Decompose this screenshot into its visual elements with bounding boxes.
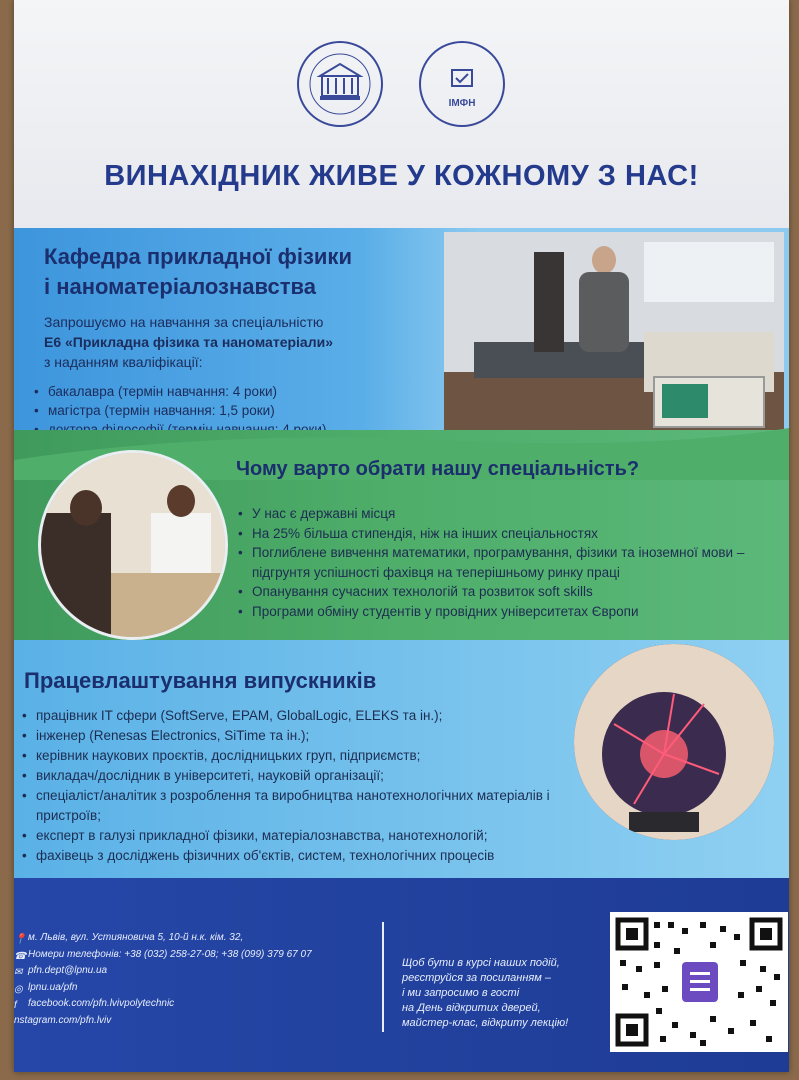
phones-line: ☎ Номери телефонів: +38 (032) 258-27-08; +38 (099) 379 67 07 — [14, 948, 312, 962]
intro-line3: з наданням кваліфікації: — [44, 354, 203, 370]
list-item: • спеціаліст/аналітик з розроблення та виробництва нанотехнологічних матеріалів і пристроїв; — [22, 786, 602, 826]
plasma-ball-photo — [574, 644, 774, 840]
instagram-line[interactable]: nstagram.com/pfn.lviv — [14, 1014, 112, 1026]
email-line[interactable]: ✉ pfn.dept@lpnu.ua — [14, 965, 108, 979]
list-item: • бакалавра (термін навчання: 4 роки) — [34, 382, 326, 401]
students-photo — [38, 450, 228, 640]
department-title-line2: і наноматеріалознавства — [44, 274, 316, 299]
department-title — [44, 242, 352, 302]
invite-line: і ми запросимо в гості — [402, 987, 520, 999]
contacts-block — [14, 930, 312, 1029]
location-pin-icon: 📍 — [14, 934, 27, 946]
poster-headline: ВИНАХІДНИК ЖИВЕ У КОЖНОМУ З НАС! — [104, 160, 699, 192]
list-item: • фахівець з досліджень фізичних об'єктів, систем, технологічних процесів — [22, 846, 602, 866]
invite-line: майстер-клас, відкриту лекцію! — [402, 1017, 569, 1029]
list-item: • викладач/дослідник в університеті, науковій організації; — [22, 766, 602, 786]
jobs-title: Працевлаштування випускників — [24, 668, 377, 693]
list-item: • Поглиблене вивчення математики, програмування, фізики та іноземної мови – підгрунтя успішності фахівця на теперішньому ринку праці — [238, 543, 778, 582]
list-item: • магістра (термін навчання: 1,5 роки) — [34, 401, 326, 420]
address-line: 📍 м. Львів, вул. Устияновича 5, 10-й н.к. кім. 32, — [14, 932, 244, 946]
list-item: • Програми обміну студентів у провідних університетах Європи — [238, 602, 778, 622]
why-list — [238, 504, 778, 621]
list-item: • На 25% більша стипендія, ніж на інших спеціальностях — [238, 524, 778, 544]
globe-icon: ◎ — [14, 983, 23, 995]
list-item: • керівник наукових проєктів, дослідницьких груп, підприємств; — [22, 746, 602, 766]
list-item: • працівник IT сфери (SoftServe, EPAM, GlobalLogic, ELEKS та ін.); — [22, 706, 602, 726]
invite-text — [402, 956, 612, 1031]
lab-photo — [444, 232, 784, 432]
imfn-logo-text: ІМФН — [448, 98, 476, 109]
list-item: • Опанування сучасних технологій та розвиток soft skills — [238, 582, 778, 602]
invite-line: Щоб бути в курсі наших подій, — [402, 957, 560, 969]
site-line[interactable]: ◎ lpnu.ua/pfn — [14, 981, 78, 995]
list-item: • У нас є державні місця — [238, 504, 778, 524]
invite-line: на День відкритих дверей, — [402, 1002, 541, 1014]
university-seal-logo — [296, 40, 384, 128]
poster-header-area — [14, 0, 789, 230]
invite-line: реєструйся за посиланням – — [402, 972, 551, 984]
why-title: Чому варто обрати нашу спеціальність? — [236, 458, 640, 480]
mail-icon: ✉ — [14, 967, 23, 979]
phone-icon: ☎ — [14, 950, 27, 962]
intro-specialty: Е6 «Прикладна фізика та наноматеріали» — [44, 334, 333, 350]
jobs-list — [22, 706, 602, 866]
list-item: • експерт в галузі прикладної фізики, матеріалознавства, нанотехнологій; — [22, 826, 602, 846]
facebook-line[interactable]: f facebook.com/pfn.lvivpolytechnic — [14, 998, 175, 1012]
institute-imfn-logo — [418, 40, 506, 128]
registration-qr-code[interactable] — [610, 912, 788, 1052]
department-title-line1: Кафедра прикладної фізики — [44, 244, 352, 269]
footer-divider — [382, 922, 384, 1032]
intro-line1: Запрошуємо на навчання за спеціальністю — [44, 314, 324, 330]
facebook-icon: f — [14, 1000, 17, 1012]
poster — [14, 0, 789, 1072]
list-item: • інженер (Renesas Electronics, SiTime та ін.); — [22, 726, 602, 746]
department-intro — [44, 312, 424, 372]
